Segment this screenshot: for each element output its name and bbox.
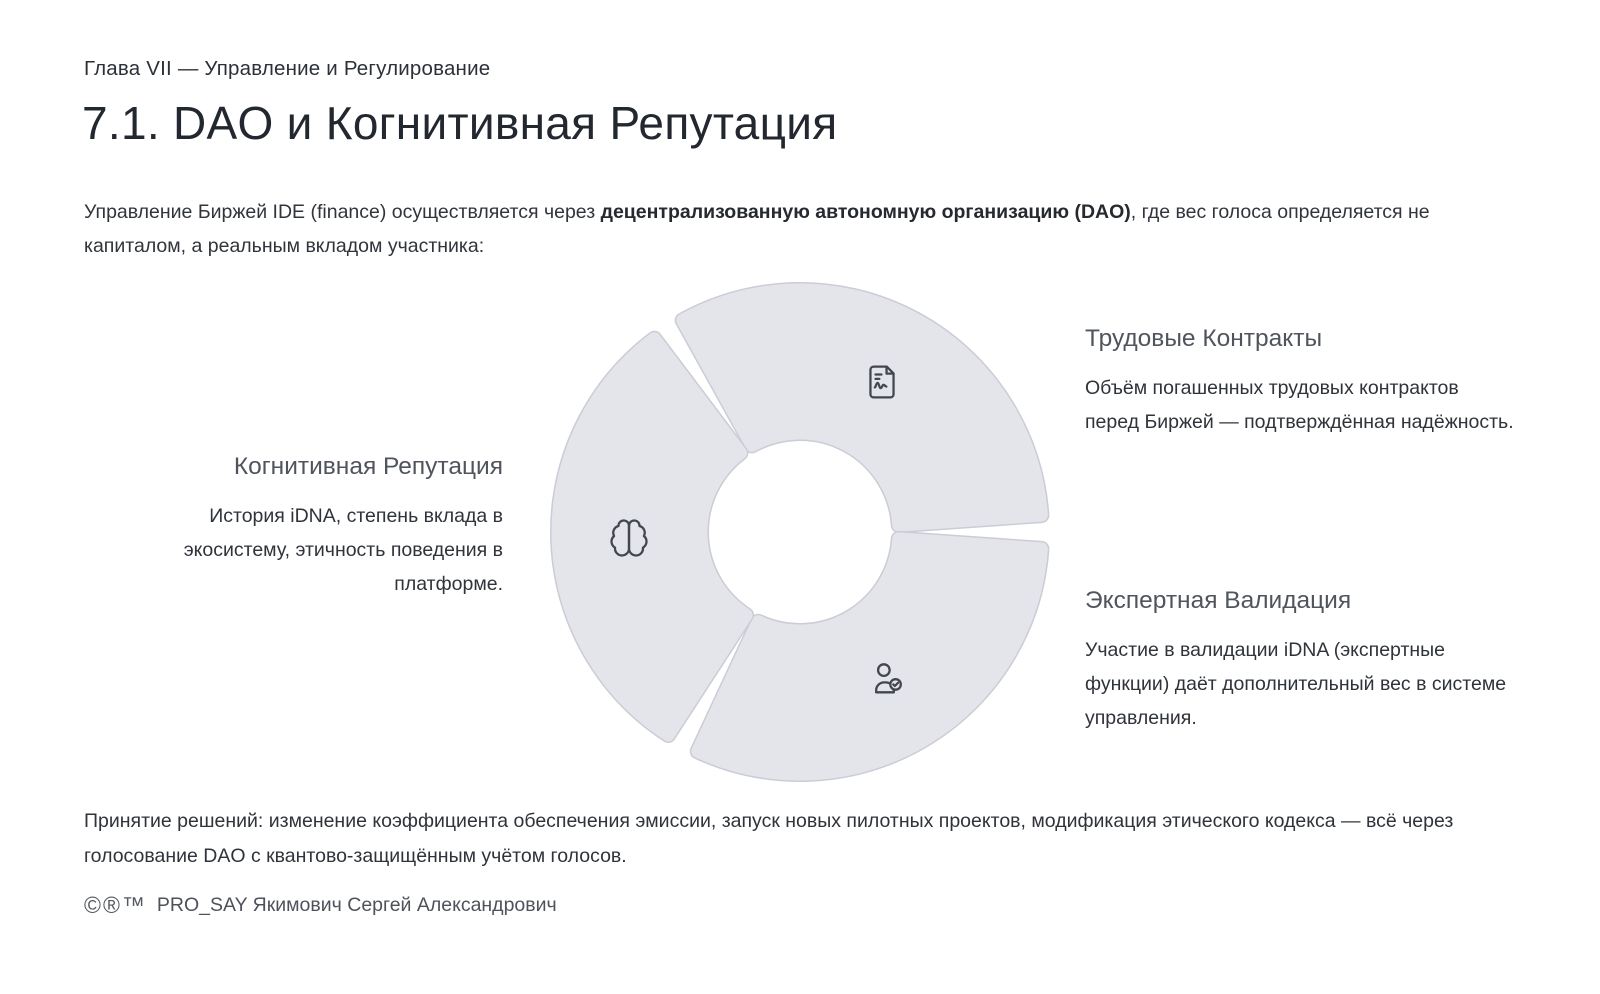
footer-credit [84, 894, 557, 917]
contract-document-icon [861, 361, 903, 403]
callout-expert-validation [1085, 586, 1515, 735]
callout-title: Когнитивная Репутация [233, 453, 503, 480]
donut-segment-expert-validation [698, 539, 1042, 774]
copyright-registered-trademark-marks: ©®™ [84, 892, 147, 918]
callout-description: Участие в валидации iDNA (экспертные функции) даёт дополнительный вес в системе управления. [1085, 639, 1507, 729]
callout-labor-contracts [1085, 324, 1515, 439]
intro-text-end: , где вес голоса определяется не капиталом, а реальным вкладом участника: [84, 201, 1430, 257]
intro-paragraph [84, 195, 1516, 263]
page-title: 7.1. DAO и Когнитивная Репутация [82, 97, 838, 149]
intro-text-start: Управление Биржей IDE (finance) осуществляется через [84, 201, 601, 223]
callout-title: Трудовые Контракты [1085, 325, 1323, 352]
callout-description: История iDNA, степень вклада в экосистему, этичность поведения в платформе. [183, 505, 503, 595]
chapter-label: Глава VII — Управление и Регулирование [84, 57, 491, 80]
callout-cognitive-reputation [133, 452, 503, 601]
intro-text-bold: децентрализованную автономную организацию (DAO) [600, 201, 1131, 223]
donut-segment-labor-contracts [683, 290, 1042, 525]
person-check-icon [866, 658, 908, 700]
callout-description: Объём погашенных трудовых контрактов перед Биржей — подтверждённая надёжность. [1085, 377, 1514, 433]
callout-title: Экспертная Валидация [1085, 587, 1352, 614]
decision-paragraph: Принятие решений: изменение коэффициента обеспечения эмиссии, запуск новых пилотных проектов, модификация этического кодекса — всё через голосование DAO с квантово-защищённым учётом голосов. [84, 810, 1454, 867]
brain-icon [608, 517, 650, 559]
footer-author-name: PRO_SAY Якимович Сергей Александрович [156, 894, 557, 916]
dao-governance-donut-diagram [540, 272, 1060, 792]
